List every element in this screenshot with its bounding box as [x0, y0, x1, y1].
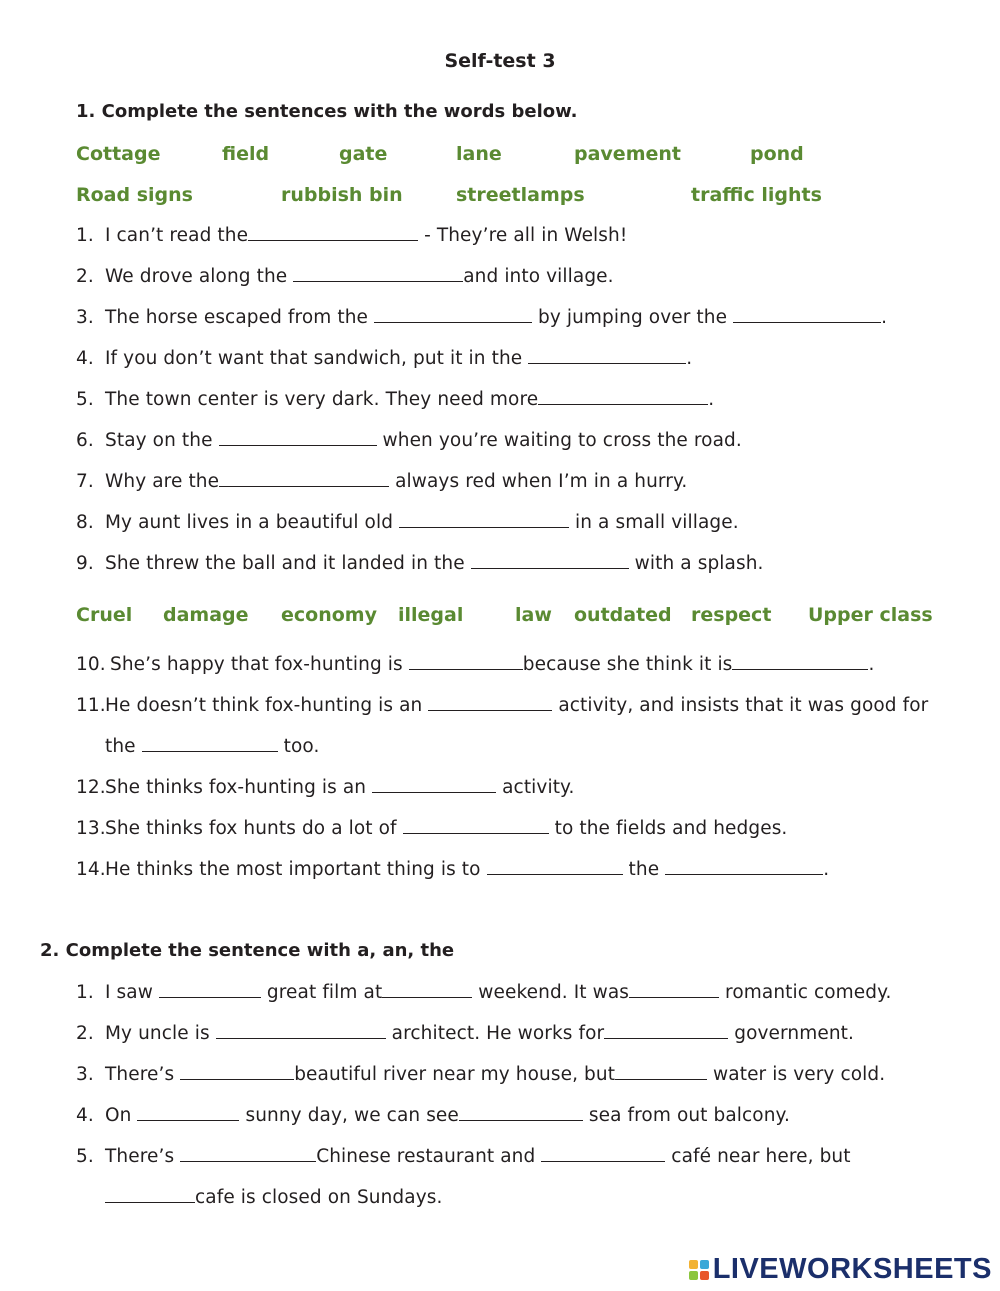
word-bank-item: streetlamps	[456, 184, 585, 206]
exercise-sentence	[76, 736, 319, 757]
exercise-sentence	[76, 348, 692, 369]
word-bank-item: Cottage	[76, 143, 161, 165]
exercise-sentence	[76, 1105, 790, 1126]
answer-blank[interactable]	[732, 655, 868, 670]
exercise-sentence	[76, 695, 928, 716]
sentence-number: 5.	[76, 1146, 94, 1167]
word-bank-item: rubbish bin	[281, 184, 403, 206]
answer-blank[interactable]	[665, 860, 823, 875]
logo-square	[689, 1260, 698, 1269]
sentence-text: the	[105, 736, 142, 757]
word-bank-item: Road signs	[76, 184, 193, 206]
sentence-text: .	[881, 307, 888, 328]
exercise-sentence	[76, 266, 614, 287]
sentence-text: and into village.	[463, 266, 614, 287]
sentence-text: Why are the	[105, 471, 220, 492]
exercise-sentence	[76, 1064, 885, 1085]
sentence-text: sunny day, we can see	[239, 1105, 459, 1126]
sentence-number: 10.	[76, 654, 106, 675]
sentence-text: My aunt lives in a beautiful old	[105, 512, 400, 533]
answer-blank[interactable]	[159, 983, 261, 998]
word-bank-item: damage	[163, 604, 249, 626]
sentence-text: by jumping over the	[532, 307, 734, 328]
sentence-number: 2.	[76, 1023, 94, 1044]
word-bank-item: outdated	[574, 604, 672, 626]
sentence-number: 4.	[76, 348, 94, 369]
sentence-text: beautiful river near my house, but	[294, 1064, 616, 1085]
sentence-text: romantic comedy.	[719, 982, 892, 1003]
answer-blank[interactable]	[399, 513, 569, 528]
sentence-text: - They’re all in Welsh!	[418, 225, 628, 246]
word-bank-item: respect	[691, 604, 772, 626]
sentence-number: 1.	[76, 225, 94, 246]
word-bank-item: law	[515, 604, 552, 626]
sentence-number: 8.	[76, 512, 94, 533]
answer-blank[interactable]	[142, 737, 278, 752]
answer-blank[interactable]	[216, 1024, 386, 1039]
answer-blank[interactable]	[733, 308, 881, 323]
logo-square	[689, 1271, 698, 1280]
exercise-sentence	[76, 389, 714, 410]
sentence-text: He thinks the most important thing is to	[105, 859, 487, 880]
sentence-text: architect. He works for	[385, 1023, 605, 1044]
sentence-text: the	[622, 859, 666, 880]
sentence-number: 13.	[76, 818, 106, 839]
answer-blank[interactable]	[219, 472, 389, 487]
sentence-text: There’s	[105, 1146, 181, 1167]
sentence-text: Chinese restaurant and	[316, 1146, 542, 1167]
sentence-text: because she think it is	[522, 654, 733, 675]
word-bank-item: Upper class	[808, 604, 933, 626]
exercise-sentence	[76, 553, 764, 574]
sentence-text: She thinks fox hunts do a lot of	[105, 818, 403, 839]
answer-blank[interactable]	[409, 655, 523, 670]
sentence-text: great film at	[260, 982, 383, 1003]
sentence-number: 1.	[76, 982, 94, 1003]
answer-blank[interactable]	[293, 267, 463, 282]
logo-text: LIVEWORKSHEETS	[712, 1253, 992, 1285]
sentence-text: .	[823, 859, 830, 880]
sentence-text: always red when I’m in a hurry.	[389, 471, 688, 492]
exercise-sentence	[76, 512, 739, 533]
sentence-number: 5.	[76, 389, 94, 410]
liveworksheets-logo[interactable]	[689, 1253, 992, 1286]
answer-blank[interactable]	[615, 1065, 707, 1080]
exercise-sentence	[76, 430, 742, 451]
sentence-number: 7.	[76, 471, 94, 492]
answer-blank[interactable]	[528, 349, 686, 364]
exercise-sentence	[76, 1146, 851, 1167]
exercise-sentence	[76, 225, 627, 246]
sentence-number: 3.	[76, 1064, 94, 1085]
sentence-text: .	[686, 348, 693, 369]
sentence-text: He doesn’t think fox-hunting is an	[105, 695, 429, 716]
answer-blank[interactable]	[471, 554, 629, 569]
sentence-text: to the fields and hedges.	[548, 818, 788, 839]
sentence-text: If you don’t want that sandwich, put it in the	[105, 348, 529, 369]
word-bank-item: economy	[281, 604, 377, 626]
answer-blank[interactable]	[428, 696, 552, 711]
sentence-text: I saw	[105, 982, 159, 1003]
exercise-sentence	[76, 777, 574, 798]
answer-blank[interactable]	[459, 1106, 583, 1121]
sentence-text: My uncle is	[105, 1023, 216, 1044]
sentence-text: water is very cold.	[707, 1064, 886, 1085]
answer-blank[interactable]	[374, 308, 532, 323]
sentence-text: I can’t read the	[105, 225, 249, 246]
sentence-text: café near here, but	[665, 1146, 851, 1167]
sentence-text: government.	[728, 1023, 855, 1044]
answer-blank[interactable]	[248, 226, 418, 241]
sentence-text: The town center is very dark. They need more	[105, 389, 539, 410]
sentence-number: 3.	[76, 307, 94, 328]
word-bank-item: pond	[750, 143, 804, 165]
sentence-text: when you’re waiting to cross the road.	[376, 430, 742, 451]
exercise-sentence	[76, 1187, 442, 1208]
answer-blank[interactable]	[180, 1147, 316, 1162]
sentence-text: On	[105, 1105, 138, 1126]
sentence-text: sea from out balcony.	[582, 1105, 790, 1126]
answer-blank[interactable]	[604, 1024, 728, 1039]
sentence-text: .	[868, 654, 875, 675]
answer-blank[interactable]	[487, 860, 623, 875]
answer-blank[interactable]	[541, 1147, 665, 1162]
sentence-number: 4.	[76, 1105, 94, 1126]
answer-blank[interactable]	[372, 778, 496, 793]
answer-blank[interactable]	[219, 431, 377, 446]
word-bank-item: Cruel	[76, 604, 133, 626]
exercise-sentence	[76, 982, 892, 1003]
sentence-text: too.	[277, 736, 320, 757]
section2-heading: 2. Complete the sentence with a, an, the	[40, 940, 455, 961]
answer-blank[interactable]	[403, 819, 549, 834]
sentence-text: Stay on the	[105, 430, 219, 451]
exercise-sentence	[76, 1023, 854, 1044]
sentence-number: 14.	[76, 859, 106, 880]
answer-blank[interactable]	[629, 983, 719, 998]
page-title: Self-test 3	[444, 50, 556, 72]
word-bank-item: field	[222, 143, 270, 165]
exercise-sentence	[76, 471, 687, 492]
word-bank-item: lane	[456, 143, 502, 165]
answer-blank[interactable]	[538, 390, 708, 405]
exercise-sentence	[76, 307, 887, 328]
answer-blank[interactable]	[180, 1065, 294, 1080]
sentence-text: activity.	[496, 777, 575, 798]
sentence-text: She’s happy that fox-hunting is	[110, 654, 409, 675]
exercise-sentence	[76, 654, 874, 675]
word-bank-item: pavement	[574, 143, 681, 165]
sentence-number: 9.	[76, 553, 94, 574]
word-bank-item: illegal	[398, 604, 464, 626]
answer-blank[interactable]	[382, 983, 472, 998]
sentence-text: in a small village.	[569, 512, 739, 533]
sentence-text: activity, and insists that it was good for	[552, 695, 929, 716]
sentence-number: 2.	[76, 266, 94, 287]
sentence-number: 6.	[76, 430, 94, 451]
liveworksheets-logo-icon	[689, 1260, 709, 1280]
exercise-sentence	[76, 859, 829, 880]
word-bank-item: gate	[339, 143, 388, 165]
sentence-text: She thinks fox-hunting is an	[105, 777, 373, 798]
sentence-number: 11.	[76, 695, 106, 716]
logo-square	[700, 1271, 709, 1280]
sentence-text: She threw the ball and it landed in the	[105, 553, 471, 574]
sentence-number: 12.	[76, 777, 106, 798]
sentence-text: .	[708, 389, 715, 410]
sentence-text: The horse escaped from the	[105, 307, 374, 328]
section1-heading: 1. Complete the sentences with the words below.	[76, 101, 578, 122]
word-bank-item: traffic lights	[691, 184, 822, 206]
logo-square	[700, 1260, 709, 1269]
answer-blank[interactable]	[105, 1188, 195, 1203]
sentence-text: cafe is closed on Sundays.	[195, 1187, 443, 1208]
sentence-text: There’s	[105, 1064, 181, 1085]
sentence-text: weekend. It was	[472, 982, 630, 1003]
answer-blank[interactable]	[137, 1106, 239, 1121]
sentence-text: We drove along the	[105, 266, 294, 287]
exercise-sentence	[76, 818, 787, 839]
sentence-text: with a splash.	[628, 553, 764, 574]
